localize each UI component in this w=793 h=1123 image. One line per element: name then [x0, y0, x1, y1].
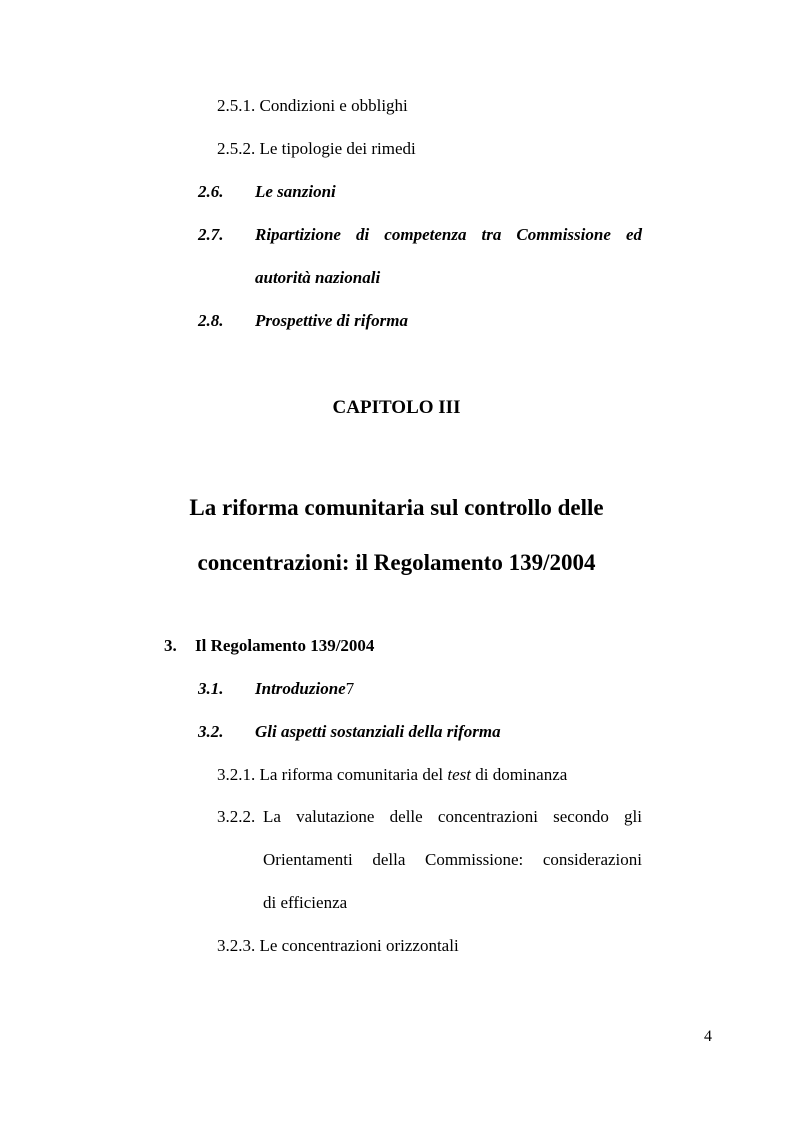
toc-number: 3.2.1.	[217, 765, 256, 784]
section-title-3: Il Regolamento 139/2004	[195, 636, 375, 655]
page-reference: 7	[345, 679, 355, 698]
toc-number-2-7: 2.7.	[198, 225, 224, 244]
section-number-3: 3.	[164, 636, 177, 655]
toc-title-3-2-2-line1: La valutazione delle concentrazioni secondo gli	[263, 807, 642, 826]
toc-title-part: di dominanza	[470, 765, 568, 784]
toc-number-3-1: 3.1.	[198, 679, 224, 698]
toc-title: Le concentrazioni orizzontali	[259, 936, 459, 955]
chapter-title-line2: concentrazioni: il Regolamento 139/2004	[197, 550, 596, 575]
page-number: 4	[704, 1028, 712, 1045]
toc-entry-3-2-1	[217, 765, 567, 785]
toc-number-2-6: 2.6.	[198, 182, 224, 201]
toc-entry-2-5-1	[217, 96, 408, 116]
toc-title-part: La riforma comunitaria del	[259, 765, 448, 784]
toc-title-2-8: Prospettive di riforma	[255, 311, 408, 330]
toc-entry-3-2-3	[217, 936, 459, 956]
toc-number-3-2: 3.2.	[198, 722, 224, 741]
toc-number-2-8: 2.8.	[198, 311, 224, 330]
toc-number: 2.5.2.	[217, 139, 256, 158]
toc-title-2-7-line2: autorità nazionali	[255, 268, 381, 287]
toc-title: Le tipologie dei rimedi	[259, 139, 416, 158]
toc-title: Condizioni e obblighi	[259, 96, 408, 115]
toc-entry-3-1	[255, 679, 354, 699]
toc-title-2-6: Le sanzioni	[255, 182, 336, 201]
toc-title-italic: test	[447, 765, 471, 784]
toc-entry-2-5-2	[217, 139, 416, 159]
toc-number: 2.5.1.	[217, 96, 256, 115]
chapter-title-line1: La riforma comunitaria sul controllo delle	[189, 495, 604, 520]
toc-number: 3.2.3.	[217, 936, 256, 955]
toc-title-3-2-2-line2: Orientamenti della Commissione: considerazioni	[263, 850, 642, 869]
toc-number-3-2-2: 3.2.2.	[217, 807, 256, 826]
toc-title-3-2-2-line3: di efficienza	[263, 893, 348, 912]
toc-title: Introduzione	[255, 679, 346, 698]
toc-title-2-7-line1: Ripartizione di competenza tra Commissione ed	[255, 225, 642, 244]
toc-title-3-2: Gli aspetti sostanziali della riforma	[255, 722, 501, 741]
chapter-label: CAPITOLO III	[332, 397, 461, 418]
